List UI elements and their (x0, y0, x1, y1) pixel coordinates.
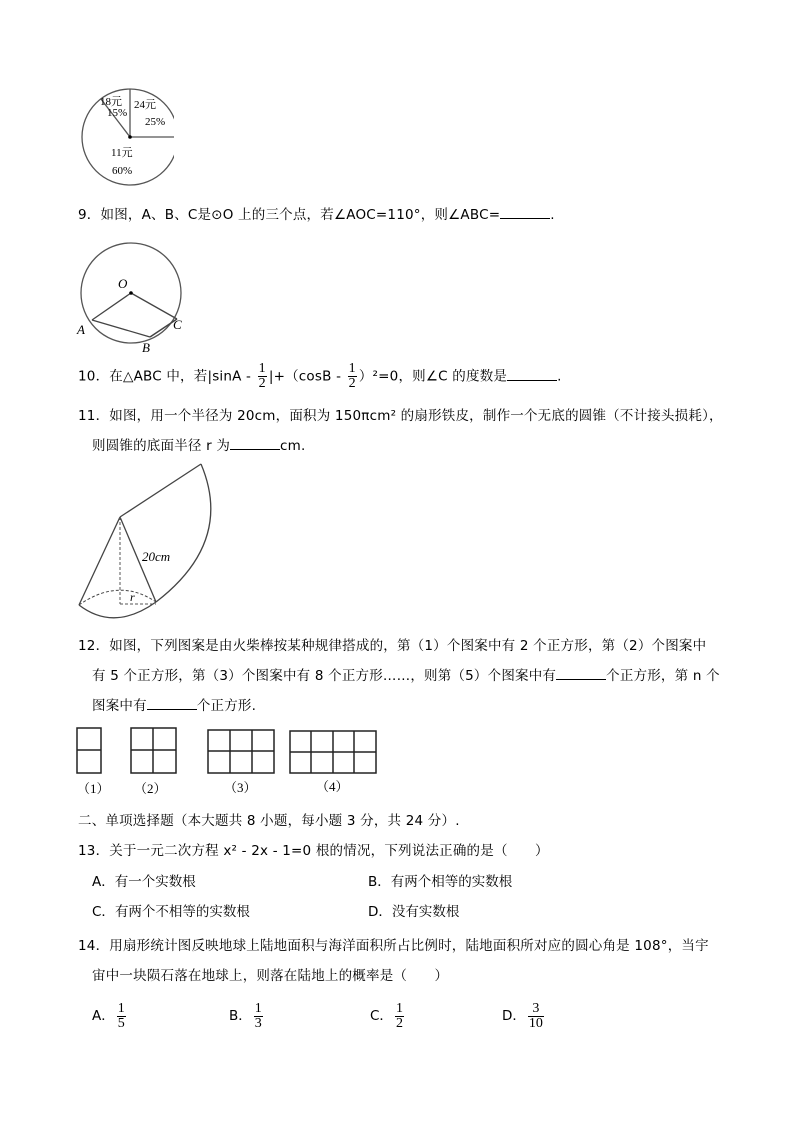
option-text: 有一个实数根 (114, 874, 196, 890)
question-number: 11． (78, 408, 110, 424)
label-o: O (118, 276, 128, 291)
fraction-half: $\frac{1}{2}$ (348, 361, 356, 391)
answer-blank[interactable] (507, 368, 557, 381)
label-b: B (142, 340, 150, 354)
option-b[interactable] (368, 873, 512, 891)
option-text: 有两个相等的实数根 (390, 874, 513, 890)
answer-blank[interactable] (147, 697, 197, 710)
question-text-part: ）²=0，则∠C 的度数是 (358, 368, 508, 385)
option-label: C． (92, 904, 115, 920)
question-text: 个正方形，第 n 个 (606, 668, 720, 684)
pie-chart-figure (78, 86, 174, 188)
option-a[interactable] (92, 873, 196, 891)
question-text: 图案中有 (92, 698, 147, 714)
option-b[interactable] (229, 998, 265, 1034)
question-number: 10． (78, 368, 110, 385)
unit-text: cm. (280, 438, 306, 454)
option-label: A． (92, 874, 115, 890)
question-14-line2: 宙中一块陨石落在地球上，则落在陆地上的概率是（ ） (92, 968, 449, 984)
question-number: 9． (78, 207, 101, 223)
option-d[interactable] (368, 903, 459, 921)
matchstick-patterns-figure (74, 724, 384, 800)
answer-blank[interactable] (230, 437, 280, 450)
question-12-line2 (92, 667, 720, 685)
question-number: 14． (78, 938, 110, 954)
question-10 (78, 362, 562, 391)
question-12-line3 (92, 697, 256, 715)
question-text: 关于一元二次方程 x² - 2x - 1=0 根的情况，下列说法正确的是（ ） (109, 843, 549, 859)
question-text: 如图，下列图案是由火柴棒按某种规律搭成的，第（1）个图案中有 2 个正方形，第（2）个图案中 (109, 638, 707, 654)
circle-figure-q9 (76, 238, 186, 354)
option-fraction: $\frac{1}{2}$ (395, 1000, 403, 1031)
question-11-line2 (92, 437, 306, 455)
option-text: 有两个不相等的实数根 (114, 904, 250, 920)
option-d[interactable] (502, 998, 546, 1034)
caption-2: （2） (134, 781, 167, 796)
option-label: A． (92, 1008, 115, 1024)
pie-label-24-price: 24元 (134, 99, 156, 111)
question-text: 个正方形. (196, 698, 257, 714)
option-fraction: $\frac{1}{5}$ (117, 1000, 125, 1031)
label-a: A (77, 322, 85, 337)
answer-blank[interactable] (500, 206, 550, 219)
question-9 (78, 206, 555, 224)
answer-blank[interactable] (556, 667, 606, 680)
punctuation: . (550, 207, 555, 223)
option-text: 没有实数根 (391, 904, 460, 920)
question-number: 13． (78, 843, 110, 859)
option-c[interactable] (370, 998, 406, 1034)
question-text: 则圆锥的底面半径 r 为 (92, 438, 231, 454)
question-11-line1 (78, 407, 723, 425)
pie-label-18-price: 18元 (100, 96, 122, 108)
caption-4: （4） (316, 779, 349, 794)
fraction-half: $\frac{1}{2}$ (258, 361, 266, 391)
question-13 (78, 842, 549, 860)
label-radius: r (130, 590, 135, 604)
question-12-line1 (78, 637, 706, 655)
caption-1: （1） (77, 781, 110, 796)
pie-label-18-percent: 15% (107, 107, 128, 119)
pie-label-11-percent: 60% (112, 165, 133, 177)
question-number: 12． (78, 638, 110, 654)
question-14-line1 (78, 937, 709, 955)
punctuation: . (557, 368, 562, 385)
option-label: B． (229, 1008, 252, 1024)
option-fraction: $\frac{1}{3}$ (254, 1000, 262, 1031)
option-label: D． (502, 1008, 526, 1024)
question-text-part: |+（cosB - (268, 368, 342, 385)
option-label: B． (368, 874, 391, 890)
section-2-heading: 二、单项选择题（本大题共 8 小题，每小题 3 分，共 24 分）. (78, 813, 460, 829)
question-text: 用扇形统计图反映地球上陆地面积与海洋面积所占比例时，陆地面积所对应的圆心角是 108°，当宇 (109, 938, 709, 954)
option-label: D． (368, 904, 392, 920)
label-c: C (173, 317, 182, 332)
question-text: 有 5 个正方形，第（3）个图案中有 8 个正方形……，则第（5）个图案中有 (92, 668, 557, 684)
caption-3: （3） (224, 780, 257, 795)
pie-label-11-price: 11元 (111, 147, 133, 159)
option-fraction: $\frac{3}{10}$ (528, 1000, 543, 1031)
option-c[interactable] (92, 903, 250, 921)
question-text: 如图，A、B、C是⊙O 上的三个点，若∠AOC=110°，则∠ABC= (100, 207, 501, 223)
option-a[interactable] (92, 998, 128, 1034)
question-text-part: 在△ABC 中，若|sinA - (109, 368, 252, 385)
pie-label-24-percent: 25% (145, 116, 166, 128)
cone-sector-figure (74, 462, 214, 622)
label-slant-height: 20cm (142, 549, 171, 564)
question-text: 如图，用一个半径为 20cm，面积为 150πcm² 的扇形铁皮，制作一个无底的圆锥（不计接头损耗）， (109, 408, 723, 424)
option-label: C． (370, 1008, 393, 1024)
